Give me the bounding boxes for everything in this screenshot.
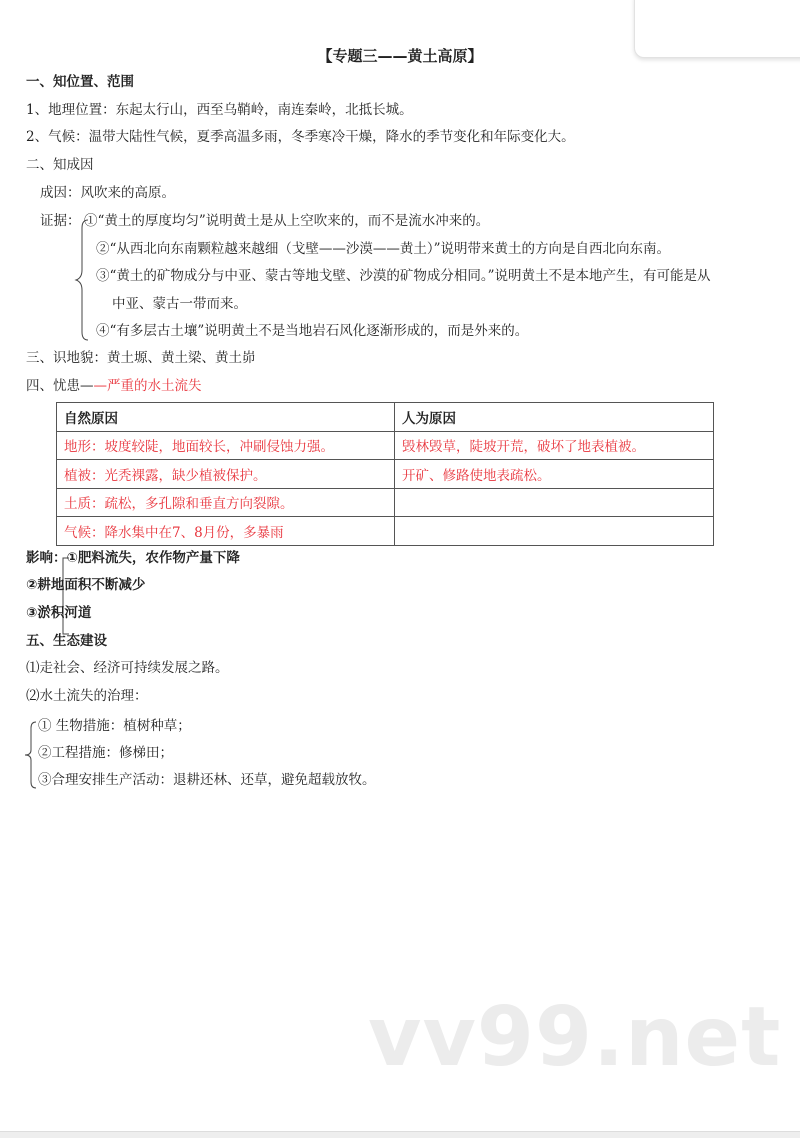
table-cell: 植被：光秃裸露，缺少植被保护。 <box>57 460 395 489</box>
paragraph: 1、地理位置：东起太行山，西至乌鞘岭，南连秦岭，北抵长城。 <box>26 102 413 118</box>
table-cell: 开矿、修路使地表疏松。 <box>395 460 714 489</box>
heading-highlight: —严重的水土流失 <box>93 378 202 394</box>
table-cell: 土质：疏松，多孔隙和垂直方向裂隙。 <box>57 488 395 517</box>
bracket-line-icon <box>60 556 70 636</box>
section-heading: 一、知位置、范围 <box>26 74 134 90</box>
impact-text: ①肥料流失，农作物产量下降 <box>66 550 240 566</box>
table-row <box>57 431 714 460</box>
section-heading <box>26 377 202 395</box>
paragraph: ⑵水土流失的治理： <box>26 688 148 704</box>
impact-label: 影响： <box>26 550 67 566</box>
table-header-row <box>57 403 714 432</box>
impact-item: ②耕地面积不断减少 <box>26 577 146 593</box>
measure-item: ① 生物措施：植树种草； <box>38 718 191 734</box>
section-heading: 二、知成因 <box>26 157 94 173</box>
causes-table <box>56 402 714 546</box>
measure-item: ③合理安排生产活动：退耕还林、还草，避免超载放牧。 <box>38 772 376 788</box>
brace-icon <box>72 218 92 342</box>
heading-prefix: 四、忧患— <box>26 378 94 394</box>
evidence-item: 中亚、蒙古一带而来。 <box>112 296 247 312</box>
table-row <box>57 517 714 546</box>
table-header: 人为原因 <box>395 403 714 432</box>
paragraph: ⑴走社会、经济可持续发展之路。 <box>26 660 229 676</box>
evidence-item: ④“有多层古土壤”说明黄土不是当地岩石风化逐渐形成的，而是外来的。 <box>96 323 529 339</box>
table-header: 自然原因 <box>57 403 395 432</box>
evidence-item: ①“黄土的厚度均匀”说明黄土是从上空吹来的，而不是流水冲来的。 <box>84 213 490 229</box>
evidence-item: ③“黄土的矿物成分与中亚、蒙古等地戈壁、沙漠的矿物成分相同。”说明黄土不是本地产生，有可能是从 <box>96 268 711 284</box>
evidence-item: ②“从西北向东南颗粒越来越细（戈壁——沙漠——黄土）”说明带来黄土的方向是自西北向东南。 <box>96 241 671 257</box>
table-cell: 毁林毁草，陡坡开荒，破坏了地表植被。 <box>395 431 714 460</box>
section-heading: 三、识地貌：黄土塬、黄土梁、黄土峁 <box>26 350 256 366</box>
table-cell <box>395 517 714 546</box>
impact-item: ③淤积河道 <box>26 605 92 621</box>
paragraph: 成因：风吹来的高原。 <box>40 185 175 201</box>
table-row <box>57 488 714 517</box>
table-row <box>57 460 714 489</box>
page-title: 【专题三——黄土高原】 <box>317 47 483 65</box>
paragraph: 2、气候：温带大陆性气候，夏季高温多雨，冬季寒冷干燥，降水的季节变化和年际变化大。 <box>26 129 575 145</box>
table-cell <box>395 488 714 517</box>
section-heading: 五、生态建设 <box>26 633 107 649</box>
impact-item <box>26 549 240 567</box>
evidence-label: 证据： <box>40 213 81 229</box>
watermark: vv99.net <box>368 990 782 1085</box>
table-cell: 地形：坡度较陡，地面较长，冲刷侵蚀力强。 <box>57 431 395 460</box>
measure-item: ②工程措施：修梯田； <box>38 745 173 761</box>
table-cell: 气候：降水集中在7、8月份，多暴雨 <box>57 517 395 546</box>
